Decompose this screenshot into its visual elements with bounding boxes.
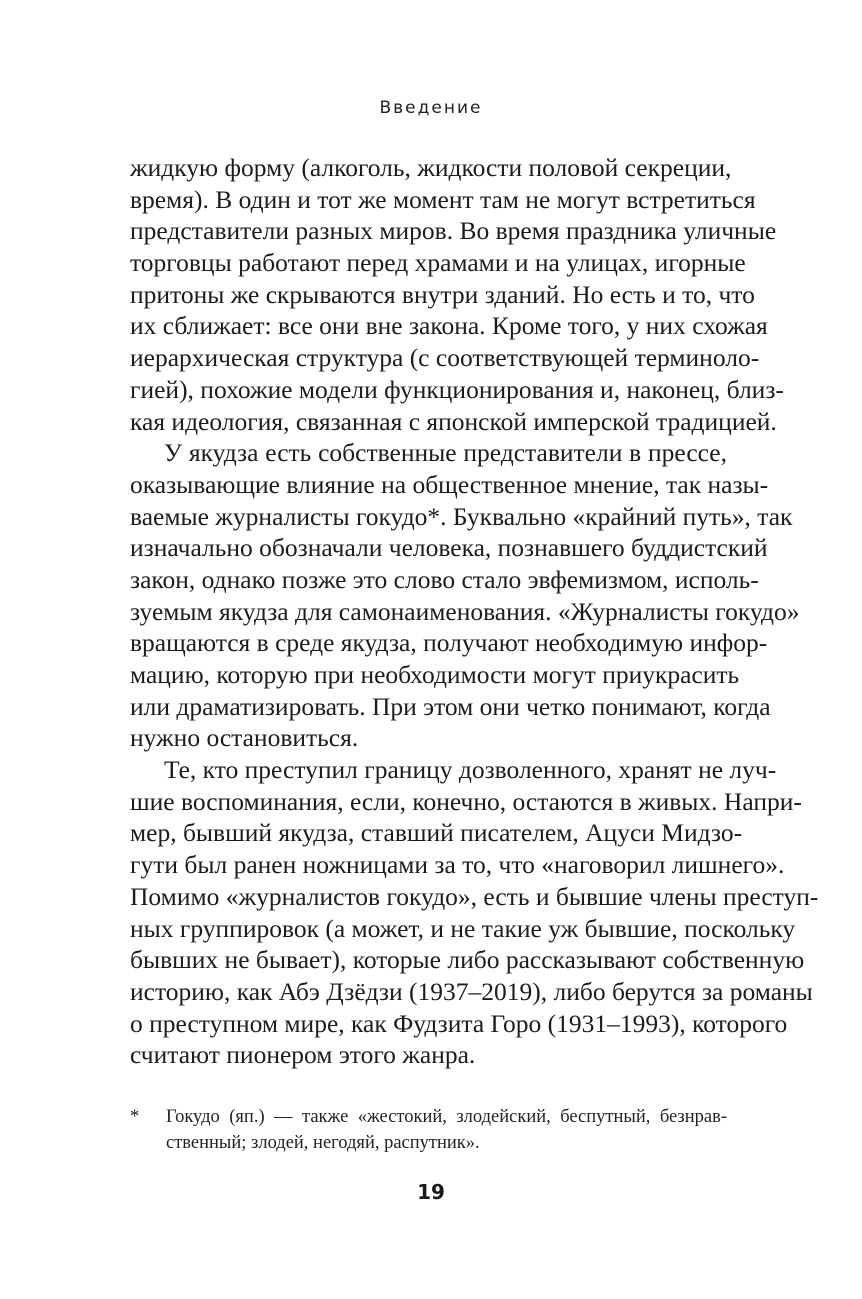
footnote-line: ственный; злодей, негодяй, распутник». [166,1133,480,1153]
text-line: бывших не бывает), которые либо рассказывают собственную [130,945,805,975]
text-line: представители разных миров. Во время праздника уличные [130,216,777,246]
text-line: кая идеология, связанная с японской имперской традицией. [130,406,777,436]
footnote-text: Гокудо (яп.) — также «жестокий, злодейский, беспутный, безнрав- [166,1107,727,1127]
text-line: или драматизировать. При этом они четко понимают, когда [130,691,771,721]
text-line: оказывающие влияние на общественное мнение, так назы- [130,469,769,499]
footnote-line [130,1104,727,1130]
text-line: закон, однако позже это слово стало эвфемизмом, исполь- [130,564,759,594]
page-number: 19 [417,1180,445,1204]
text-line: ных группировок (а может, и не такие уж бывшие, поскольку [130,913,796,943]
text-line: историю, как Абэ Дзёдзи (1937–2019), либо берутся за романы [130,976,813,1006]
text-line: считают пионером этого жанра. [130,1040,476,1070]
text-line: ваемые журналисты гокудо*. Буквально «крайний путь», так [130,501,793,531]
text-line: гути был ранен ножницами за то, что «наговорил лишнего». [130,850,785,880]
footnote-marker: * [130,1107,140,1127]
footnote [130,1104,727,1156]
text-line: мер, бывший якудза, ставший писателем, Ацуси Мидзо- [130,818,743,848]
text-line: Помимо «журналистов гокудо», есть и бывшие члены преступ- [130,881,819,911]
text-line: мацию, которую при необходимости могут приукрасить [130,660,740,689]
text-line: У якудза есть собственные представители в прессе, [164,438,727,468]
text-line: вращаются в среде якудза, получают необходимую инфор- [130,628,768,658]
text-line: изначально обозначали человека, познавшего буддистский [130,533,768,563]
text-line: гией), похожие модели функционирования и, наконец, близ- [130,374,784,404]
text-line: зуемым якудза для самонаименования. «Журналисты гокудо» [130,596,800,626]
text-line: время). В один и тот же момент там не могут встретиться [130,184,756,214]
running-header: Введение [379,98,483,118]
text-line: нужно остановиться. [130,723,359,753]
main-text [130,152,819,1071]
text-line: шие воспоминания, если, конечно, остаются в живых. Напри- [130,786,802,816]
text-line: о преступном мире, как Фудзита Горо (1931–1993), которого [130,1008,788,1038]
text-line: иерархическая структура (с соответствующей терминоло- [130,343,760,373]
text-line: их сближает: все они вне закона. Кроме того, у них схожая [130,311,768,341]
text-line: притоны же скрываются внутри зданий. Но есть и то, что [130,279,755,309]
text-line: торговцы работают перед храмами и на улицах, игорные [130,248,746,278]
text-line: жидкую форму (алкоголь, жидкости половой секреции, [130,153,732,182]
text-line: Те, кто преступил границу дозволенного, хранят не луч- [164,755,777,785]
